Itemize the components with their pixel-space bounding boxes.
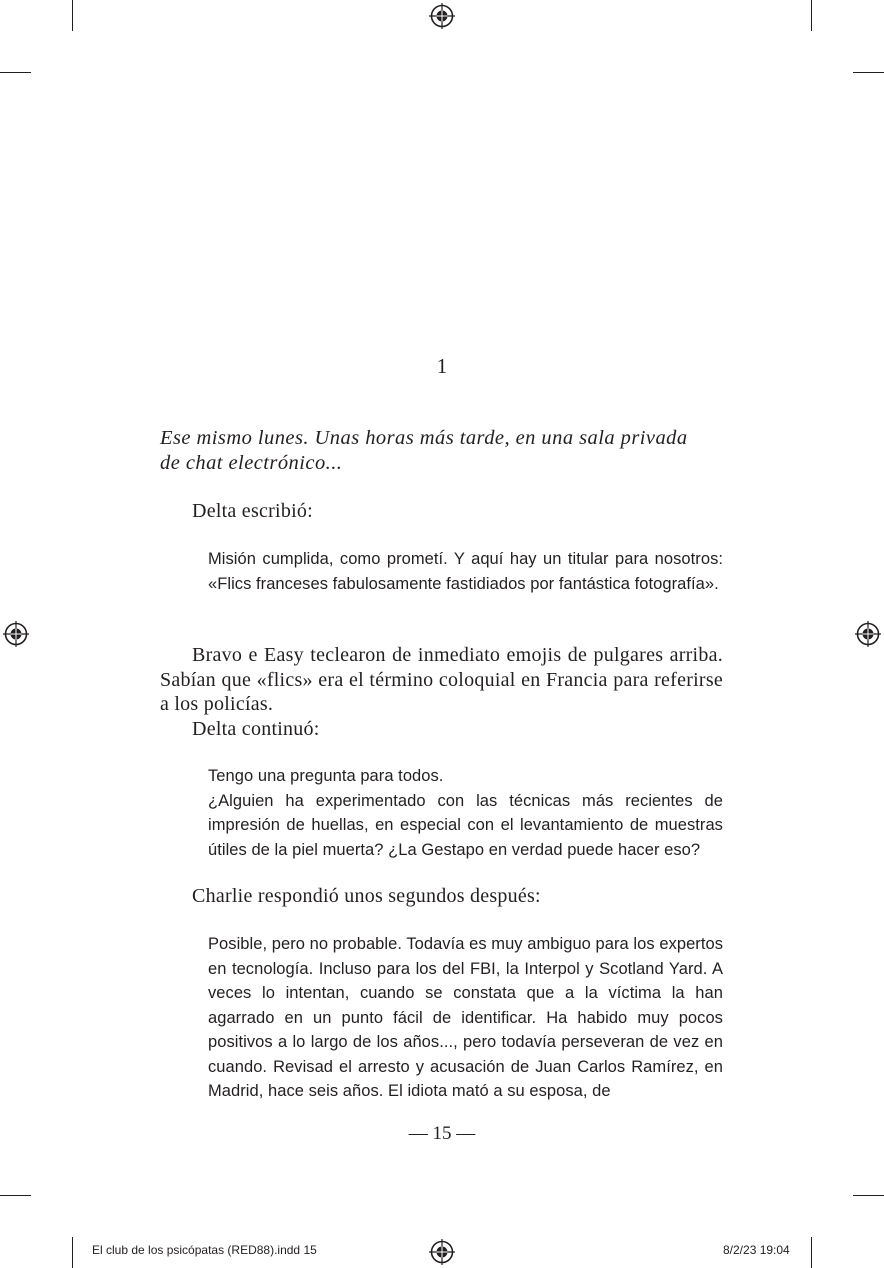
crop-mark-bottom-right-horizontal: [853, 1195, 884, 1196]
crop-mark-top-left-vertical: [72, 0, 73, 31]
crop-mark-top-left-horizontal: [0, 72, 31, 73]
page-number: — 15 —: [408, 1123, 476, 1144]
chat-message-text: Tengo una pregunta para todos.: [208, 767, 444, 785]
registration-mark-icon: [855, 621, 881, 647]
crop-mark-bottom-left-vertical: [72, 1237, 73, 1268]
registration-mark-icon: [3, 621, 29, 647]
chat-message-text: Posible, pero no probable. Todavía es muy ambiguo para los expertos en tecnología. Incluso para los del FBI, la Interpol y Scotland Yard. A veces lo intentan, cuando se constata que a la víctima la han agarrado en un punto fácil de identificar. Ha habido muy pocos positivos a lo largo de los años..., pero todavía perseveran de vez en cuando. Revisad el arresto y acusación de Juan Carlos Ramírez, en Madrid, hace seis años. El idiota mató a su esposa, de: [208, 935, 723, 1100]
registration-mark-icon: [429, 3, 455, 29]
delta-wrote-line: Delta escribió:: [192, 500, 313, 522]
intro-line: de chat electrónico...: [160, 452, 343, 474]
chat-message: [208, 547, 723, 596]
crop-mark-top-right-horizontal: [853, 72, 884, 73]
chat-message-text: Misión cumplida, como prometí. Y aquí hay un titular para nosotros: «Flics franceses fabulosamente fastidiados por fantástica fotografía».: [208, 550, 723, 593]
chapter-number: 1: [436, 354, 448, 378]
crop-mark-bottom-left-horizontal: [0, 1195, 31, 1196]
narration-paragraph: [160, 499, 723, 524]
chat-message: [208, 932, 723, 1104]
narration-text: Bravo e Easy teclearon de inmediato emojis de pulgares arriba. Sabían que «flics» era el término coloquial en Francia para referirse a los policías.: [160, 644, 723, 715]
chat-message-text: ¿Alguien ha experimentado con las técnicas más recientes de impresión de huellas, en especial con el levantamiento de muestras útiles de la piel muerta? ¿La Gestapo en verdad puede hacer eso?: [208, 791, 723, 859]
slug-file-name: El club de los psicópatas (RED88).indd 15: [92, 1243, 317, 1257]
crop-mark-top-right-vertical: [811, 0, 812, 31]
chat-message: [208, 764, 723, 862]
registration-mark-icon: [429, 1239, 455, 1265]
slug-date-time: 8/2/23 19:04: [723, 1243, 790, 1257]
delta-continued-line: Delta continuó:: [192, 717, 320, 740]
intro-line: Ese mismo lunes. Unas horas más tarde, en una sala privada: [160, 427, 688, 449]
charlie-replied-line: Charlie respondió unos segundos después:: [192, 885, 541, 907]
crop-mark-bottom-right-vertical: [811, 1237, 812, 1268]
narration-paragraph: [160, 643, 723, 741]
chapter-intro: [160, 426, 723, 476]
narration-paragraph: [160, 884, 723, 909]
